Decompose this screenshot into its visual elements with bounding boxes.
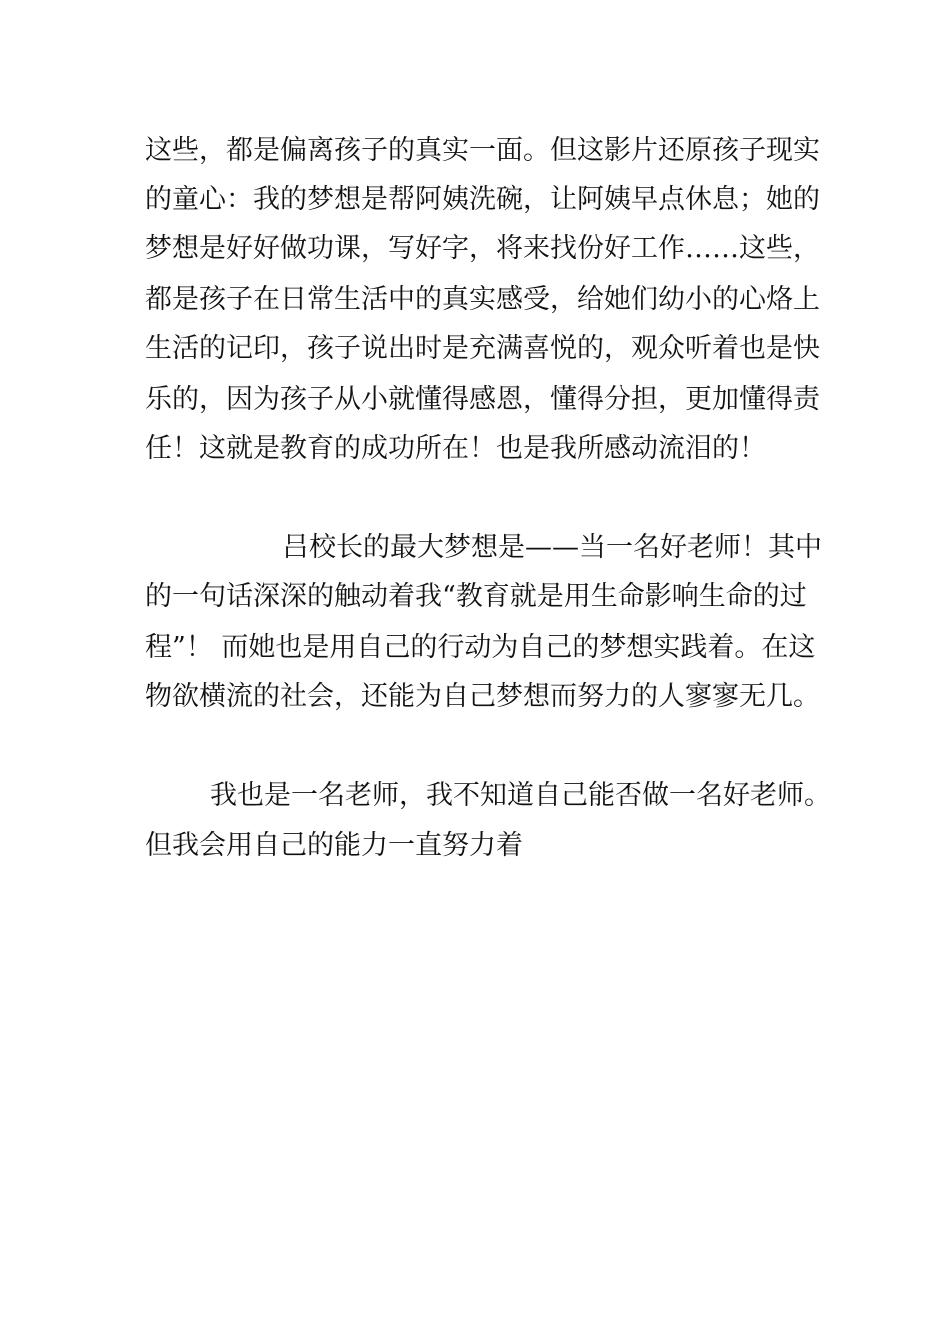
text-line: 都是孩子在日常生活中的真实感受，给她们幼小的心烙上 bbox=[145, 284, 820, 315]
text-line: 吕校长的最大梦想是——当一名好老师！其中 bbox=[282, 532, 822, 563]
text-line: 的童心：我的梦想是帮阿姨洗碗，让阿姨早点休息；她的 bbox=[145, 184, 820, 215]
text-line: 程”！ 而她也是用自己的行动为自己的梦想实践着。在这 bbox=[145, 632, 816, 663]
text-line: 我也是一名老师，我不知道自己能否做一名好老师。 bbox=[210, 780, 831, 811]
text-line: 任！这就是教育的成功所在！也是我所感动流泪的！ bbox=[145, 433, 766, 464]
text-line: 生活的记印，孩子说出时是充满喜悦的，观众听着也是快 bbox=[145, 333, 820, 364]
text-line: 这些，都是偏离孩子的真实一面。但这影片还原孩子现实 bbox=[145, 135, 820, 166]
text-line: 的一句话深深的触动着我“教育就是用生命影响生命的过 bbox=[145, 581, 807, 612]
text-line: 梦想是好好做功课，写好字，将来找份好工作……这些， bbox=[145, 233, 820, 264]
text-line: 物欲横流的社会，还能为自己梦想而努力的人寥寥无几。 bbox=[145, 681, 820, 712]
text-line: 但我会用自己的能力一直努力着 bbox=[145, 830, 523, 861]
text-line: 乐的，因为孩子从小就懂得感恩，懂得分担，更加懂得责 bbox=[145, 384, 820, 415]
